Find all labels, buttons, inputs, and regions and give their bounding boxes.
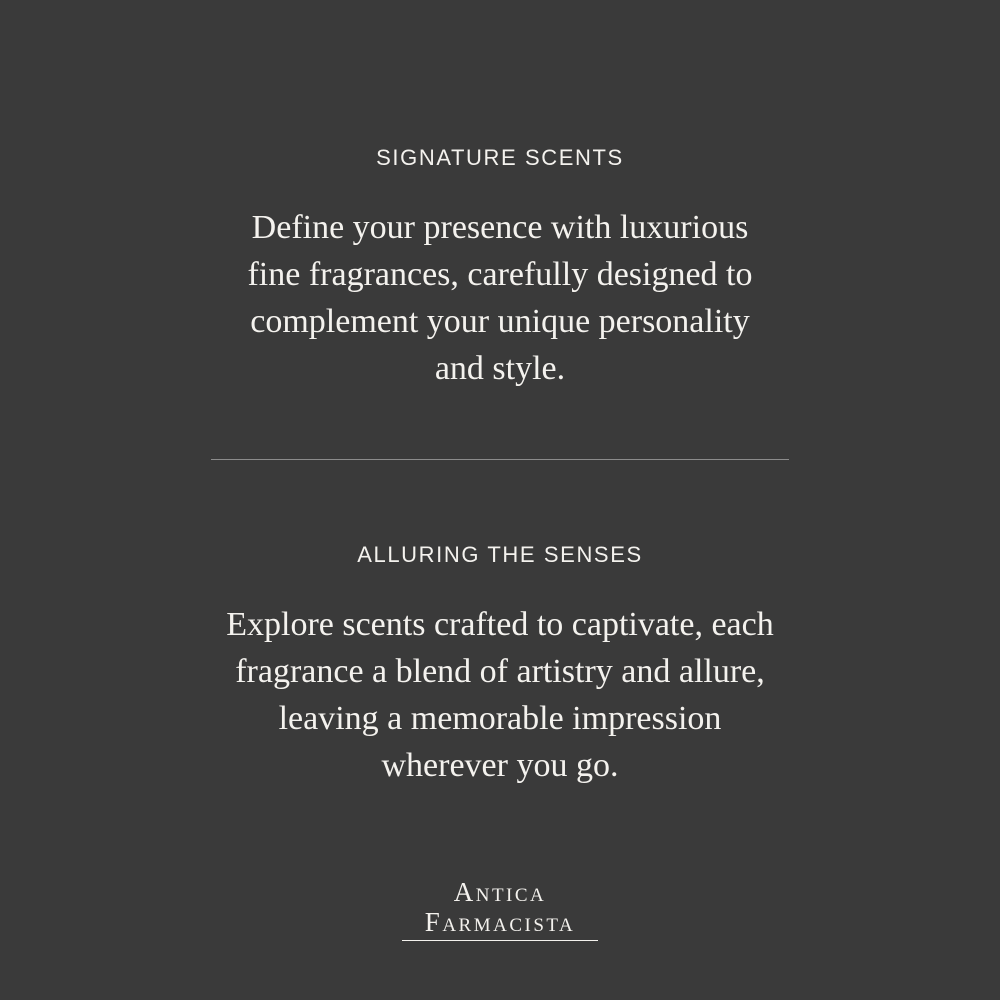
description-line: wherever you go. [381,747,619,784]
description-line: and style. [434,350,566,387]
brand-logo-underline [402,940,598,941]
description-line: complement your unique personality [250,303,750,340]
section-description [220,204,780,392]
brand-logo-line-2: Farmacista [424,907,576,937]
brand-logo [0,877,1000,941]
description-line: fragrance a blend of artistry and allure, [235,653,765,690]
section-heading: ALLURING THE SENSES [357,542,643,567]
brand-logo-line-1: Antica [453,877,547,907]
description-line: Explore scents crafted to captivate, each [226,606,774,643]
section-heading: SIGNATURE SCENTS [376,145,624,170]
section-divider [211,459,789,460]
description-line: leaving a memorable impression [278,700,722,737]
description-line: fine fragrances, carefully designed to [247,256,753,293]
description-line: Define your presence with luxurious [251,209,749,246]
section-description [200,601,800,789]
alluring-senses-section [0,541,1000,789]
signature-scents-section [0,144,1000,392]
